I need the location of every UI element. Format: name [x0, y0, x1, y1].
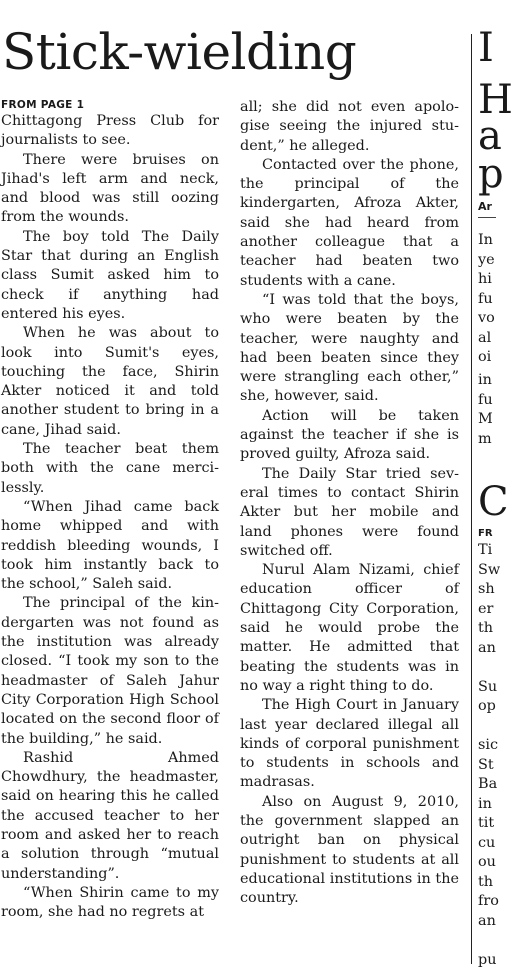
adjacent-byline-fragment: Ar [478, 200, 492, 213]
continued-from-kicker: FROM PAGE 1 [1, 99, 85, 111]
adjacent-headline-fragment: a [478, 113, 502, 159]
adjacent-text-fragment: St [478, 756, 494, 773]
adjacent-article-fragment [478, 0, 513, 972]
adjacent-text-fragment: ou [478, 854, 496, 870]
article-paragraph: Chittagong Press Club for journalists to see. [1, 113, 219, 149]
adjacent-text-fragment: In [478, 232, 493, 248]
adjacent-text-fragment: fu [478, 391, 493, 408]
adjacent-text-fragment: th [478, 620, 494, 636]
adjacent-text-fragment: an [478, 912, 496, 929]
adjacent-text-fragment: hi [478, 271, 492, 287]
adjacent-text-fragment: oi [478, 349, 492, 365]
adjacent-text-fragment: Su [478, 678, 498, 695]
adjacent-text-fragment: sic [478, 737, 499, 753]
article-paragraph: The teacher beat them both with the cane mercilessly. [1, 441, 219, 496]
article-paragraph: The boy told The Daily Star that during an English class Sumit asked him to check if anything had entered his eyes. [1, 228, 219, 322]
article-paragraph: There were bruises on Jihad's left arm and neck, and blood was still oozing from the wounds. [1, 151, 219, 226]
adjacent-text-fragment: Sw [478, 561, 501, 578]
adjacent-text-fragment: in [478, 795, 492, 812]
adjacent-text-fragment: an [478, 639, 496, 656]
adjacent-text-fragment: vo [478, 310, 495, 326]
article-paragraph: Also on August 9, 2010, the government slapped an outright ban on physical punishment to students at all educational institutions in the country. [240, 793, 459, 907]
adjacent-text-fragment: fro [478, 893, 499, 909]
adjacent-text-fragment: er [478, 600, 494, 617]
adjacent-headline-fragment: C [478, 479, 509, 525]
adjacent-text-fragment: op [478, 698, 496, 714]
adjacent-headline-fragment: I [478, 25, 494, 71]
adjacent-text-fragment: th [478, 873, 494, 890]
adjacent-text-fragment: m [478, 430, 492, 447]
adjacent-text-fragment: Ba [478, 776, 498, 792]
article-paragraph: “When Shirin came to my room, she had no regrets at [1, 884, 219, 921]
article-paragraph: Action will be taken against the teacher if she is proved guilty, Afroza said. [240, 407, 459, 463]
article-paragraph: The Daily Star tried several times to contact Shirin Akter but her mobile and land phones were found switched off. [240, 465, 459, 559]
article-paragraph: “I was told that the boys, who were beaten by the teacher, were naughty and had been beaten since they were strangling each other,” she, however, said. [240, 291, 459, 405]
article-paragraph: all; she did not even apologise seeing the injured student,” he alleged. [240, 99, 459, 154]
adjacent-text-fragment: sh [478, 581, 495, 597]
article-paragraph: Nurul Alam Nizami, chief education officer of Chittagong City Corporation, said he would probe the matter. He admitted that beating the students was in no way a right thing to do. [240, 562, 459, 694]
adjacent-text-fragment: Ti [478, 542, 493, 558]
article-paragraph: When he was about to look into Sumit's eyes, touching the face, Shirin Akter noticed it and told another student to bring in a cane, Jihad said. [1, 325, 219, 438]
article-headline: Stick-wielding [2, 23, 357, 81]
adjacent-text-fragment: fu [478, 290, 493, 307]
adjacent-kicker-fragment: FR [478, 528, 493, 539]
article-paragraph: The principal of the kindergarten was not found as the institution was already closed. “I took my son to the headmaster of Saleh Jahur City Corporation High School located on the second floor of the building,” he said. [1, 595, 219, 747]
adjacent-rule [478, 217, 496, 218]
adjacent-text-fragment: M [478, 411, 493, 427]
adjacent-headline-fragment: H [478, 77, 513, 123]
adjacent-text-fragment: tit [478, 815, 495, 831]
article-paragraph: Rashid Ahmed Chowdhury, the headmaster, said on hearing this he called the accused teacher to her room and asked her to reach a solution through “mutual understanding”. [1, 749, 219, 882]
adjacent-headline-fragment: p [478, 151, 504, 197]
adjacent-text-fragment: in [478, 372, 492, 388]
article-paragraph: “When Jihad came back home whipped and with reddish bleeding wounds, I took him instantly back to the school,” Saleh said. [1, 498, 219, 593]
adjacent-text-fragment: pu [478, 951, 497, 968]
adjacent-text-fragment: cu [478, 834, 496, 851]
article-paragraph: The High Court in January last year declared illegal all kinds of corporal punishment to students in schools and madrasas. [240, 697, 459, 791]
column-divider [471, 34, 472, 964]
adjacent-text-fragment: al [478, 329, 492, 346]
adjacent-text-fragment: ye [478, 251, 495, 268]
article-column-2 [240, 98, 459, 908]
article-column-1 [1, 98, 219, 922]
article-paragraph: Contacted over the phone, the principal of the kindergarten, Afroza Akter, said she had heard from another colleague that a teacher had beaten two students with a cane. [240, 156, 459, 289]
